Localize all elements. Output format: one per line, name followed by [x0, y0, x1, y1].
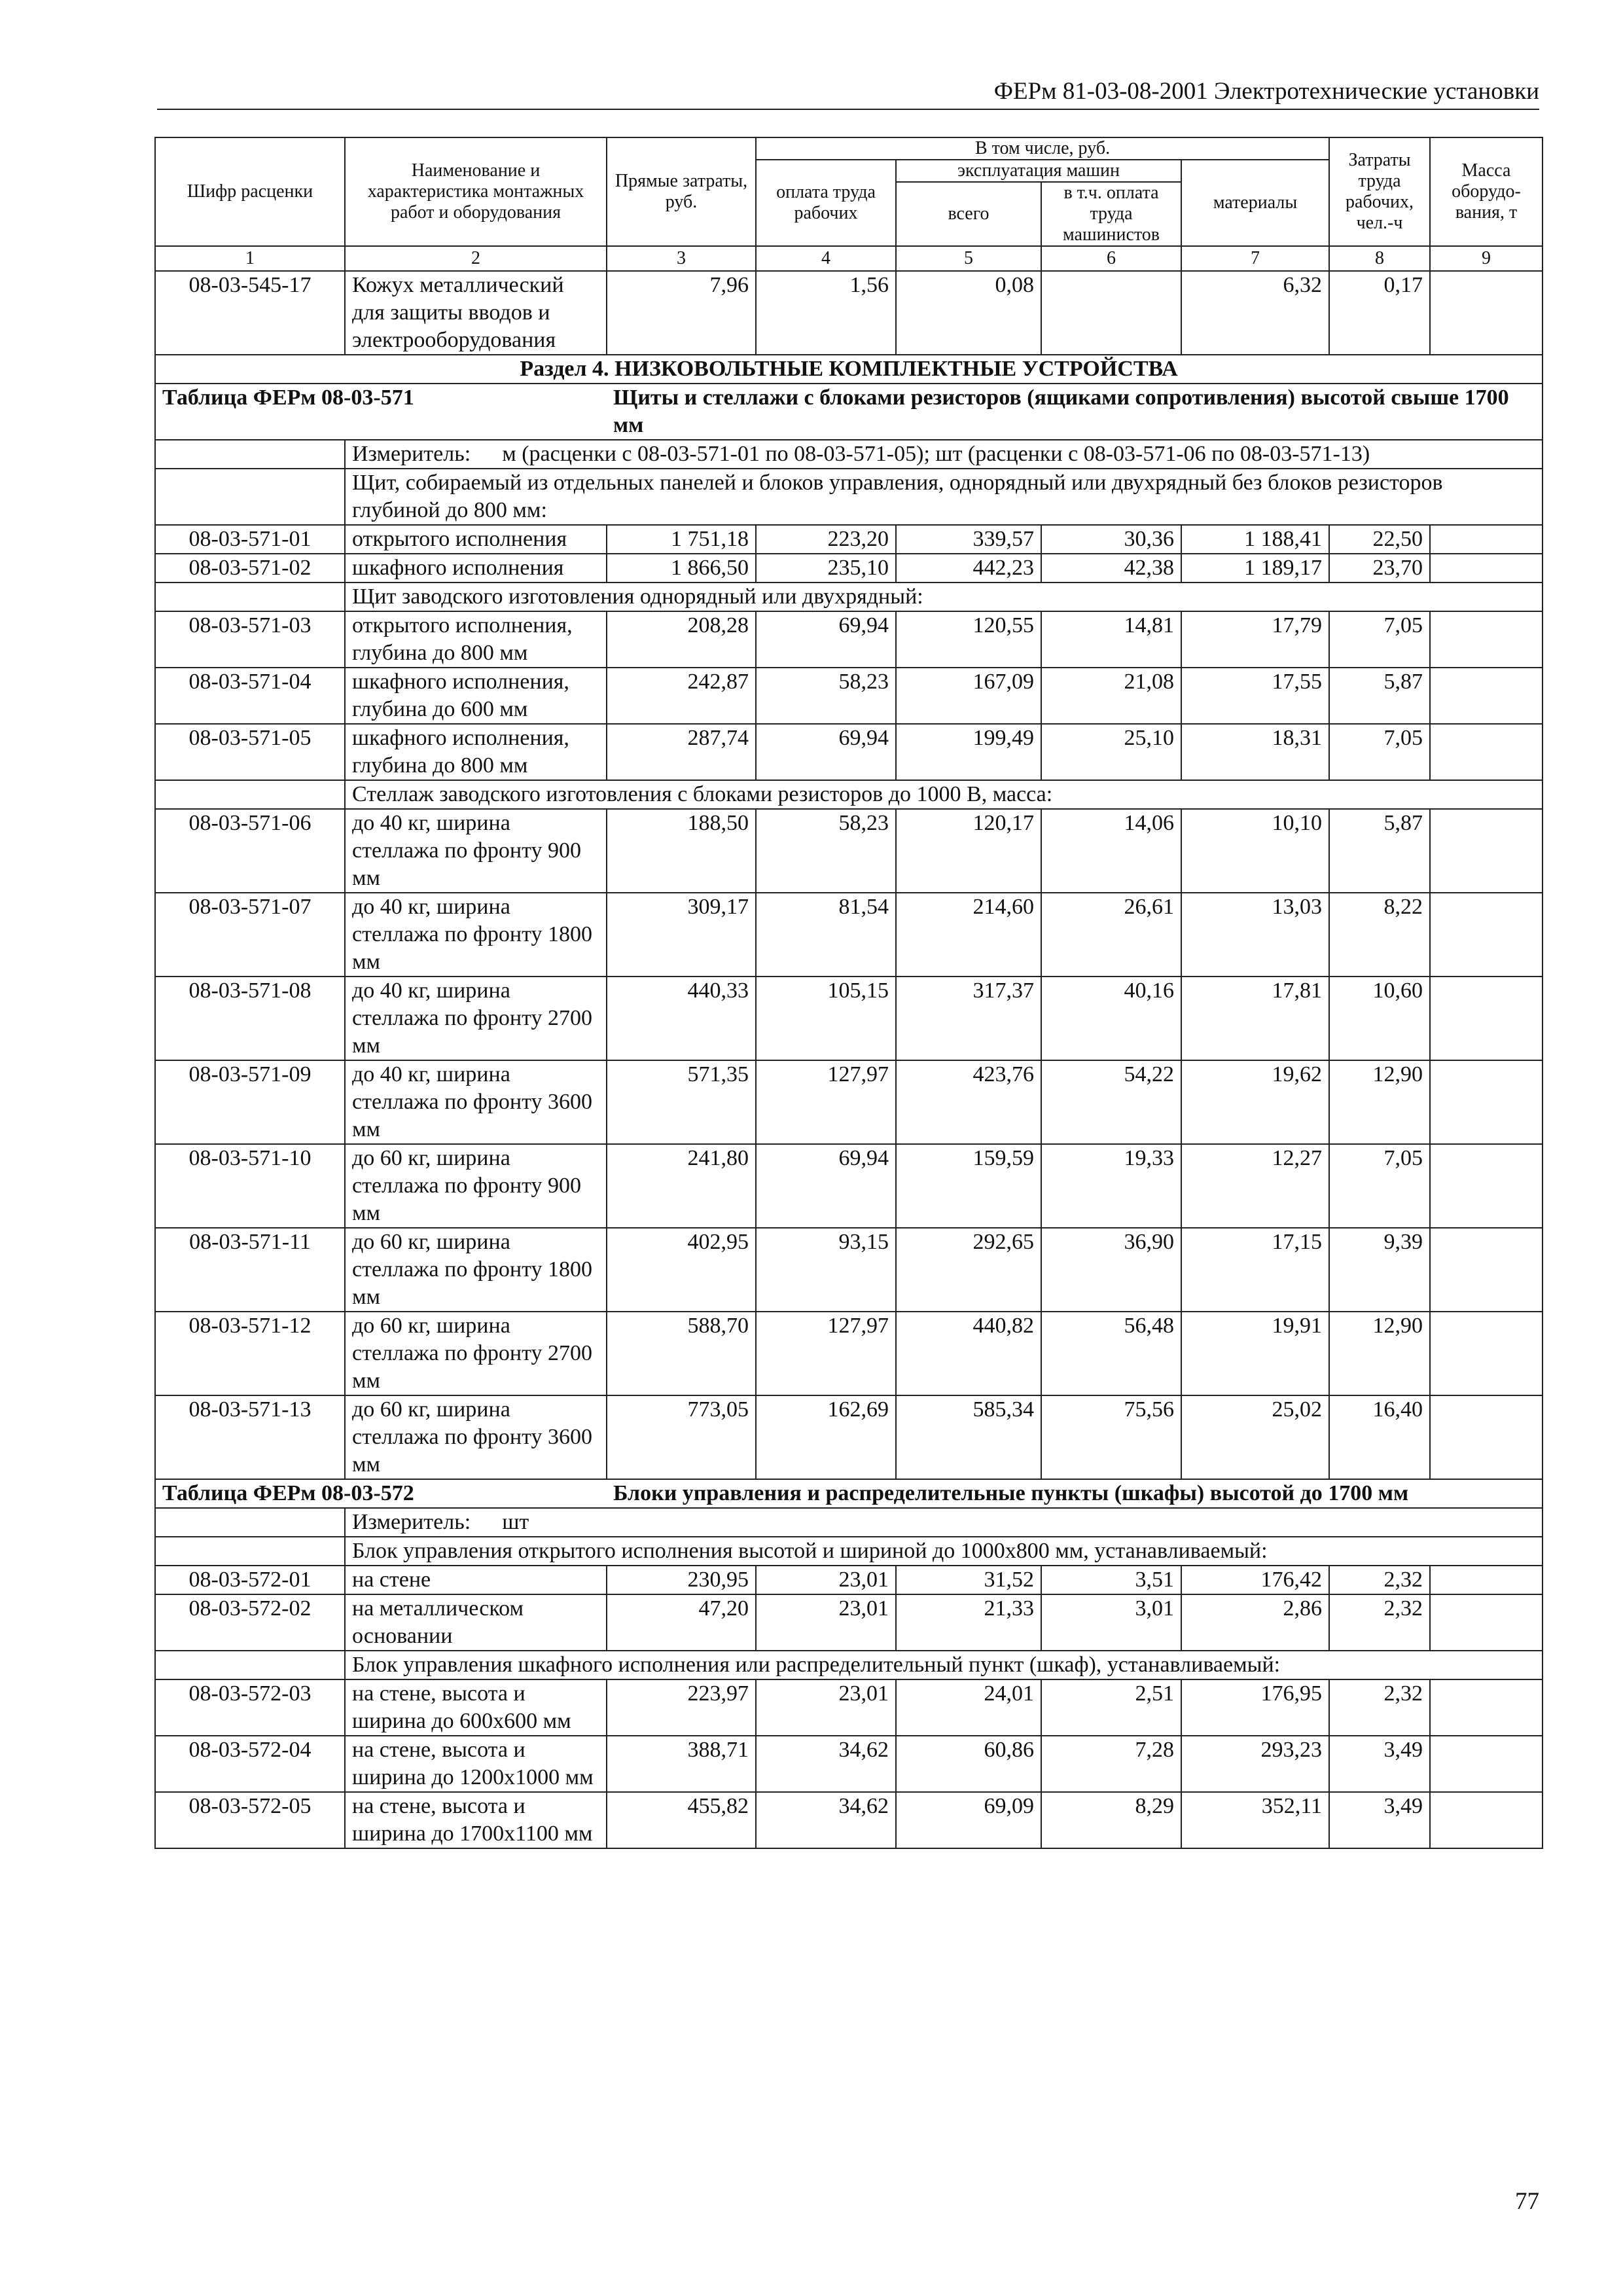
labor-pay: 58,23: [756, 668, 896, 724]
equipment-mass: [1430, 611, 1543, 668]
labor-hours: 12,90: [1329, 1060, 1430, 1144]
col-mass-header: Масса оборудо-вания, т: [1430, 137, 1543, 246]
table-row: [155, 809, 1543, 893]
machinist-pay: 25,10: [1041, 724, 1181, 780]
column-number-row: [155, 246, 1543, 271]
measure-label: Измеритель:: [352, 1510, 471, 1534]
machines-total: 31,52: [896, 1566, 1041, 1594]
direct-costs: 1 866,50: [607, 554, 756, 583]
table-571-code: Таблица ФЕРм 08-03-571: [155, 384, 607, 440]
work-name: до 60 кг, ширина стеллажа по фронту 3600 мм: [345, 1395, 607, 1479]
work-name: открытого исполнения, глубина до 800 мм: [345, 611, 607, 668]
labor-pay: 23,01: [756, 1566, 896, 1594]
machines-total: 585,34: [896, 1395, 1041, 1479]
labor-hours: 23,70: [1329, 554, 1430, 583]
work-name: до 40 кг, ширина стеллажа по фронту 3600 мм: [345, 1060, 607, 1144]
table-row: [155, 1228, 1543, 1312]
work-name: до 60 кг, ширина стеллажа по фронту 900 мм: [345, 1144, 607, 1228]
labor-pay: 58,23: [756, 809, 896, 893]
direct-costs: 287,74: [607, 724, 756, 780]
table-row: [155, 1736, 1543, 1792]
work-name: на стене, высота и ширина до 1200x1000 мм: [345, 1736, 607, 1792]
direct-costs: 230,95: [607, 1566, 756, 1594]
col-name-header: Наименование и характеристика монтажных работ и оборудования: [345, 137, 607, 246]
page-number: 77: [1515, 2188, 1539, 2215]
machinist-pay: 26,61: [1041, 893, 1181, 977]
group-heading-row: [155, 583, 1543, 611]
machinist-pay: 3,51: [1041, 1566, 1181, 1594]
group-heading-row: [155, 469, 1543, 525]
machines-total: 120,55: [896, 611, 1041, 668]
materials: 25,02: [1181, 1395, 1329, 1479]
machines-total: 423,76: [896, 1060, 1041, 1144]
column-number: 9: [1430, 246, 1543, 271]
labor-pay: 34,62: [756, 1792, 896, 1848]
equipment-mass: [1430, 1792, 1543, 1848]
group-heading: Щит, собираемый из отдельных панелей и блоков управления, однорядный или двухрядный без блоков резисторов глубиной до 800 мм:: [345, 469, 1543, 525]
rate-code: 08-03-572-04: [155, 1736, 345, 1792]
equipment-mass: [1430, 977, 1543, 1060]
equipment-mass: [1430, 1566, 1543, 1594]
table-row: [155, 271, 1543, 355]
rate-code: 08-03-571-10: [155, 1144, 345, 1228]
labor-hours: 8,22: [1329, 893, 1430, 977]
equipment-mass: [1430, 1736, 1543, 1792]
machines-total: 442,23: [896, 554, 1041, 583]
machinist-pay: 3,01: [1041, 1594, 1181, 1651]
direct-costs: 241,80: [607, 1144, 756, 1228]
equipment-mass: [1430, 668, 1543, 724]
table-row: [155, 1312, 1543, 1395]
col-including-header: В том числе, руб.: [756, 137, 1329, 160]
machinist-pay: 7,28: [1041, 1736, 1181, 1792]
machines-total: 339,57: [896, 525, 1041, 554]
rate-code: 08-03-572-02: [155, 1594, 345, 1651]
rate-code: 08-03-571-02: [155, 554, 345, 583]
machinist-pay: 8,29: [1041, 1792, 1181, 1848]
group-spacer: [155, 1651, 345, 1679]
machines-total: 159,59: [896, 1144, 1041, 1228]
machines-total: 24,01: [896, 1679, 1041, 1736]
column-number: 3: [607, 246, 756, 271]
rates-table: [154, 137, 1543, 1849]
materials: 1 188,41: [1181, 525, 1329, 554]
equipment-mass: [1430, 554, 1543, 583]
rate-code: 08-03-572-01: [155, 1566, 345, 1594]
machinist-pay: 19,33: [1041, 1144, 1181, 1228]
machinist-pay: 40,16: [1041, 977, 1181, 1060]
labor-pay: 235,10: [756, 554, 896, 583]
rate-code: 08-03-571-06: [155, 809, 345, 893]
materials: 6,32: [1181, 271, 1329, 355]
table-row: [155, 1060, 1543, 1144]
direct-costs: 1 751,18: [607, 525, 756, 554]
col-labor-header: оплата труда рабочих: [756, 160, 896, 246]
table-row: [155, 1594, 1543, 1651]
column-number: 8: [1329, 246, 1430, 271]
labor-hours: 2,32: [1329, 1594, 1430, 1651]
table-row: [155, 977, 1543, 1060]
direct-costs: 440,33: [607, 977, 756, 1060]
machinist-pay: 75,56: [1041, 1395, 1181, 1479]
work-name: до 40 кг, ширина стеллажа по фронту 2700 мм: [345, 977, 607, 1060]
work-name: шкафного исполнения, глубина до 600 мм: [345, 668, 607, 724]
machinist-pay: [1041, 271, 1181, 355]
machines-total: 214,60: [896, 893, 1041, 977]
labor-pay: 105,15: [756, 977, 896, 1060]
col-machine-header: эксплуатация машин: [896, 160, 1181, 182]
direct-costs: 309,17: [607, 893, 756, 977]
direct-costs: 588,70: [607, 1312, 756, 1395]
work-name: до 40 кг, ширина стеллажа по фронту 1800 мм: [345, 893, 607, 977]
materials: 17,15: [1181, 1228, 1329, 1312]
work-name: Кожух металлический для защиты вводов и электрооборудования: [345, 271, 607, 355]
group-heading-row: [155, 1651, 1543, 1679]
work-name: до 60 кг, ширина стеллажа по фронту 1800 мм: [345, 1228, 607, 1312]
equipment-mass: [1430, 809, 1543, 893]
group-heading: Щит заводского изготовления однорядный или двухрядный:: [345, 583, 1543, 611]
direct-costs: 7,96: [607, 271, 756, 355]
materials: 17,55: [1181, 668, 1329, 724]
table-row: [155, 1792, 1543, 1848]
table-row: [155, 525, 1543, 554]
work-name: шкафного исполнения, глубина до 800 мм: [345, 724, 607, 780]
labor-pay: 162,69: [756, 1395, 896, 1479]
column-number: 2: [345, 246, 607, 271]
table-header: [155, 137, 1543, 271]
materials: 19,91: [1181, 1312, 1329, 1395]
labor-hours: 3,49: [1329, 1792, 1430, 1848]
measure-row: [155, 440, 1543, 469]
machinist-pay: 36,90: [1041, 1228, 1181, 1312]
rate-code: 08-03-571-12: [155, 1312, 345, 1395]
direct-costs: 388,71: [607, 1736, 756, 1792]
group-spacer: [155, 469, 345, 525]
labor-hours: 7,05: [1329, 1144, 1430, 1228]
materials: 2,86: [1181, 1594, 1329, 1651]
work-name: до 60 кг, ширина стеллажа по фронту 2700 мм: [345, 1312, 607, 1395]
rate-code: 08-03-571-11: [155, 1228, 345, 1312]
group-spacer: [155, 780, 345, 809]
machines-total: 317,37: [896, 977, 1041, 1060]
table-row: [155, 611, 1543, 668]
direct-costs: 402,95: [607, 1228, 756, 1312]
labor-hours: 5,87: [1329, 668, 1430, 724]
machinist-pay: 21,08: [1041, 668, 1181, 724]
table-row: [155, 893, 1543, 977]
labor-hours: 7,05: [1329, 611, 1430, 668]
measure-spacer: [155, 440, 345, 469]
labor-pay: 69,94: [756, 724, 896, 780]
measure-value: м (расценки с 08-03-571-01 по 08-03-571-05); шт (расценки с 08-03-571-06 по 08-03-571-13): [502, 442, 1370, 466]
column-number: 1: [155, 246, 345, 271]
column-number: 4: [756, 246, 896, 271]
machinist-pay: 2,51: [1041, 1679, 1181, 1736]
column-number: 5: [896, 246, 1041, 271]
labor-hours: 0,17: [1329, 271, 1430, 355]
labor-hours: 2,32: [1329, 1566, 1430, 1594]
materials: 176,42: [1181, 1566, 1329, 1594]
machinist-pay: 14,06: [1041, 809, 1181, 893]
direct-costs: 571,35: [607, 1060, 756, 1144]
machines-total: 167,09: [896, 668, 1041, 724]
labor-hours: 12,90: [1329, 1312, 1430, 1395]
materials: 352,11: [1181, 1792, 1329, 1848]
table-title-row: [155, 384, 1543, 440]
materials: 13,03: [1181, 893, 1329, 977]
materials: 176,95: [1181, 1679, 1329, 1736]
equipment-mass: [1430, 893, 1543, 977]
labor-pay: 127,97: [756, 1312, 896, 1395]
column-number: 7: [1181, 246, 1329, 271]
rate-code: 08-03-571-07: [155, 893, 345, 977]
machines-total: 60,86: [896, 1736, 1041, 1792]
machinist-pay: 14,81: [1041, 611, 1181, 668]
labor-hours: 2,32: [1329, 1679, 1430, 1736]
work-name: на стене: [345, 1566, 607, 1594]
labor-hours: 10,60: [1329, 977, 1430, 1060]
rate-code: 08-03-571-05: [155, 724, 345, 780]
table-row: [155, 1566, 1543, 1594]
machines-total: 0,08: [896, 271, 1041, 355]
table-body: [155, 271, 1543, 1848]
labor-hours: 22,50: [1329, 525, 1430, 554]
equipment-mass: [1430, 1228, 1543, 1312]
labor-pay: 1,56: [756, 271, 896, 355]
running-title: ФЕРм 81-03-08-2001 Электротехнические установки: [993, 78, 1539, 105]
labor-hours: 16,40: [1329, 1395, 1430, 1479]
direct-costs: 208,28: [607, 611, 756, 668]
measure-label: Измеритель:: [352, 442, 471, 466]
rate-code: 08-03-571-13: [155, 1395, 345, 1479]
work-name: на стене, высота и ширина до 600x600 мм: [345, 1679, 607, 1736]
group-spacer: [155, 583, 345, 611]
table-572-title: Блоки управления и распределительные пункты (шкафы) высотой до 1700 мм: [607, 1479, 1543, 1508]
equipment-mass: [1430, 1312, 1543, 1395]
measure-row: [155, 1508, 1543, 1537]
work-name: до 40 кг, ширина стеллажа по фронту 900 мм: [345, 809, 607, 893]
machines-total: 120,17: [896, 809, 1041, 893]
table-row: [155, 1144, 1543, 1228]
table-572-code: Таблица ФЕРм 08-03-572: [155, 1479, 607, 1508]
section-row: [155, 355, 1543, 384]
col-code-header: Шифр расценки: [155, 137, 345, 246]
labor-pay: 127,97: [756, 1060, 896, 1144]
rate-code: 08-03-571-04: [155, 668, 345, 724]
labor-hours: 9,39: [1329, 1228, 1430, 1312]
rate-code: 08-03-571-08: [155, 977, 345, 1060]
group-heading: Блок управления открытого исполнения высотой и шириной до 1000x800 мм, устанавливаемый:: [345, 1537, 1543, 1566]
table-row: [155, 1395, 1543, 1479]
machinist-pay: 54,22: [1041, 1060, 1181, 1144]
col-direct-header: Прямые затраты, руб.: [607, 137, 756, 246]
rate-code: 08-03-571-03: [155, 611, 345, 668]
work-name: открытого исполнения: [345, 525, 607, 554]
col-machine-total-header: всего: [896, 182, 1041, 246]
group-heading-row: [155, 780, 1543, 809]
direct-costs: 47,20: [607, 1594, 756, 1651]
equipment-mass: [1430, 1594, 1543, 1651]
rate-code: 08-03-572-03: [155, 1679, 345, 1736]
labor-hours: 7,05: [1329, 724, 1430, 780]
machinist-pay: 42,38: [1041, 554, 1181, 583]
group-spacer: [155, 1537, 345, 1566]
col-materials-header: материалы: [1181, 160, 1329, 246]
work-name: на стене, высота и ширина до 1700x1100 мм: [345, 1792, 607, 1848]
materials: 17,79: [1181, 611, 1329, 668]
table-row: [155, 1679, 1543, 1736]
table-row: [155, 554, 1543, 583]
table-title-row: [155, 1479, 1543, 1508]
materials: 1 189,17: [1181, 554, 1329, 583]
direct-costs: 773,05: [607, 1395, 756, 1479]
equipment-mass: [1430, 271, 1543, 355]
header-rule: [157, 109, 1539, 110]
machines-total: 292,65: [896, 1228, 1041, 1312]
col-machinist-header: в т.ч. оплата труда машинистов: [1041, 182, 1181, 246]
machines-total: 21,33: [896, 1594, 1041, 1651]
equipment-mass: [1430, 1395, 1543, 1479]
direct-costs: 223,97: [607, 1679, 756, 1736]
rate-code: 08-03-571-09: [155, 1060, 345, 1144]
materials: 12,27: [1181, 1144, 1329, 1228]
materials: 17,81: [1181, 977, 1329, 1060]
work-name: шкафного исполнения: [345, 554, 607, 583]
materials: 19,62: [1181, 1060, 1329, 1144]
rate-code: 08-03-572-05: [155, 1792, 345, 1848]
labor-pay: 23,01: [756, 1594, 896, 1651]
labor-hours: 5,87: [1329, 809, 1430, 893]
column-number: 6: [1041, 246, 1181, 271]
group-heading: Блок управления шкафного исполнения или распределительный пункт (шкаф), устанавливаемый:: [345, 1651, 1543, 1679]
labor-pay: 81,54: [756, 893, 896, 977]
equipment-mass: [1430, 724, 1543, 780]
equipment-mass: [1430, 1144, 1543, 1228]
table-571-title: Щиты и стеллажи с блоками резисторов (ящиками сопротивления) высотой свыше 1700 мм: [607, 384, 1543, 440]
labor-pay: 69,94: [756, 611, 896, 668]
measure-cell: [345, 440, 1543, 469]
machinist-pay: 56,48: [1041, 1312, 1181, 1395]
equipment-mass: [1430, 525, 1543, 554]
direct-costs: 242,87: [607, 668, 756, 724]
measure-spacer: [155, 1508, 345, 1537]
col-hours-header: Затраты труда рабочих, чел.-ч: [1329, 137, 1430, 246]
group-heading: Стеллаж заводского изготовления с блоками резисторов до 1000 В, масса:: [345, 780, 1543, 809]
labor-pay: 223,20: [756, 525, 896, 554]
rate-code: 08-03-545-17: [155, 271, 345, 355]
labor-hours: 3,49: [1329, 1736, 1430, 1792]
labor-pay: 93,15: [756, 1228, 896, 1312]
labor-pay: 23,01: [756, 1679, 896, 1736]
machines-total: 440,82: [896, 1312, 1041, 1395]
table-row: [155, 668, 1543, 724]
equipment-mass: [1430, 1679, 1543, 1736]
direct-costs: 455,82: [607, 1792, 756, 1848]
materials: 18,31: [1181, 724, 1329, 780]
machines-total: 199,49: [896, 724, 1041, 780]
labor-pay: 34,62: [756, 1736, 896, 1792]
rate-code: 08-03-571-01: [155, 525, 345, 554]
work-name: на металлическом основании: [345, 1594, 607, 1651]
direct-costs: 188,50: [607, 809, 756, 893]
labor-pay: 69,94: [756, 1144, 896, 1228]
machinist-pay: 30,36: [1041, 525, 1181, 554]
machines-total: 69,09: [896, 1792, 1041, 1848]
section-title: Раздел 4. НИЗКОВОЛЬТНЫЕ КОМПЛЕКТНЫЕ УСТРОЙСТВА: [155, 355, 1543, 384]
equipment-mass: [1430, 1060, 1543, 1144]
measure-value: шт: [502, 1510, 529, 1534]
materials: 293,23: [1181, 1736, 1329, 1792]
materials: 10,10: [1181, 809, 1329, 893]
group-heading-row: [155, 1537, 1543, 1566]
table-row: [155, 724, 1543, 780]
measure-cell: [345, 1508, 1543, 1537]
